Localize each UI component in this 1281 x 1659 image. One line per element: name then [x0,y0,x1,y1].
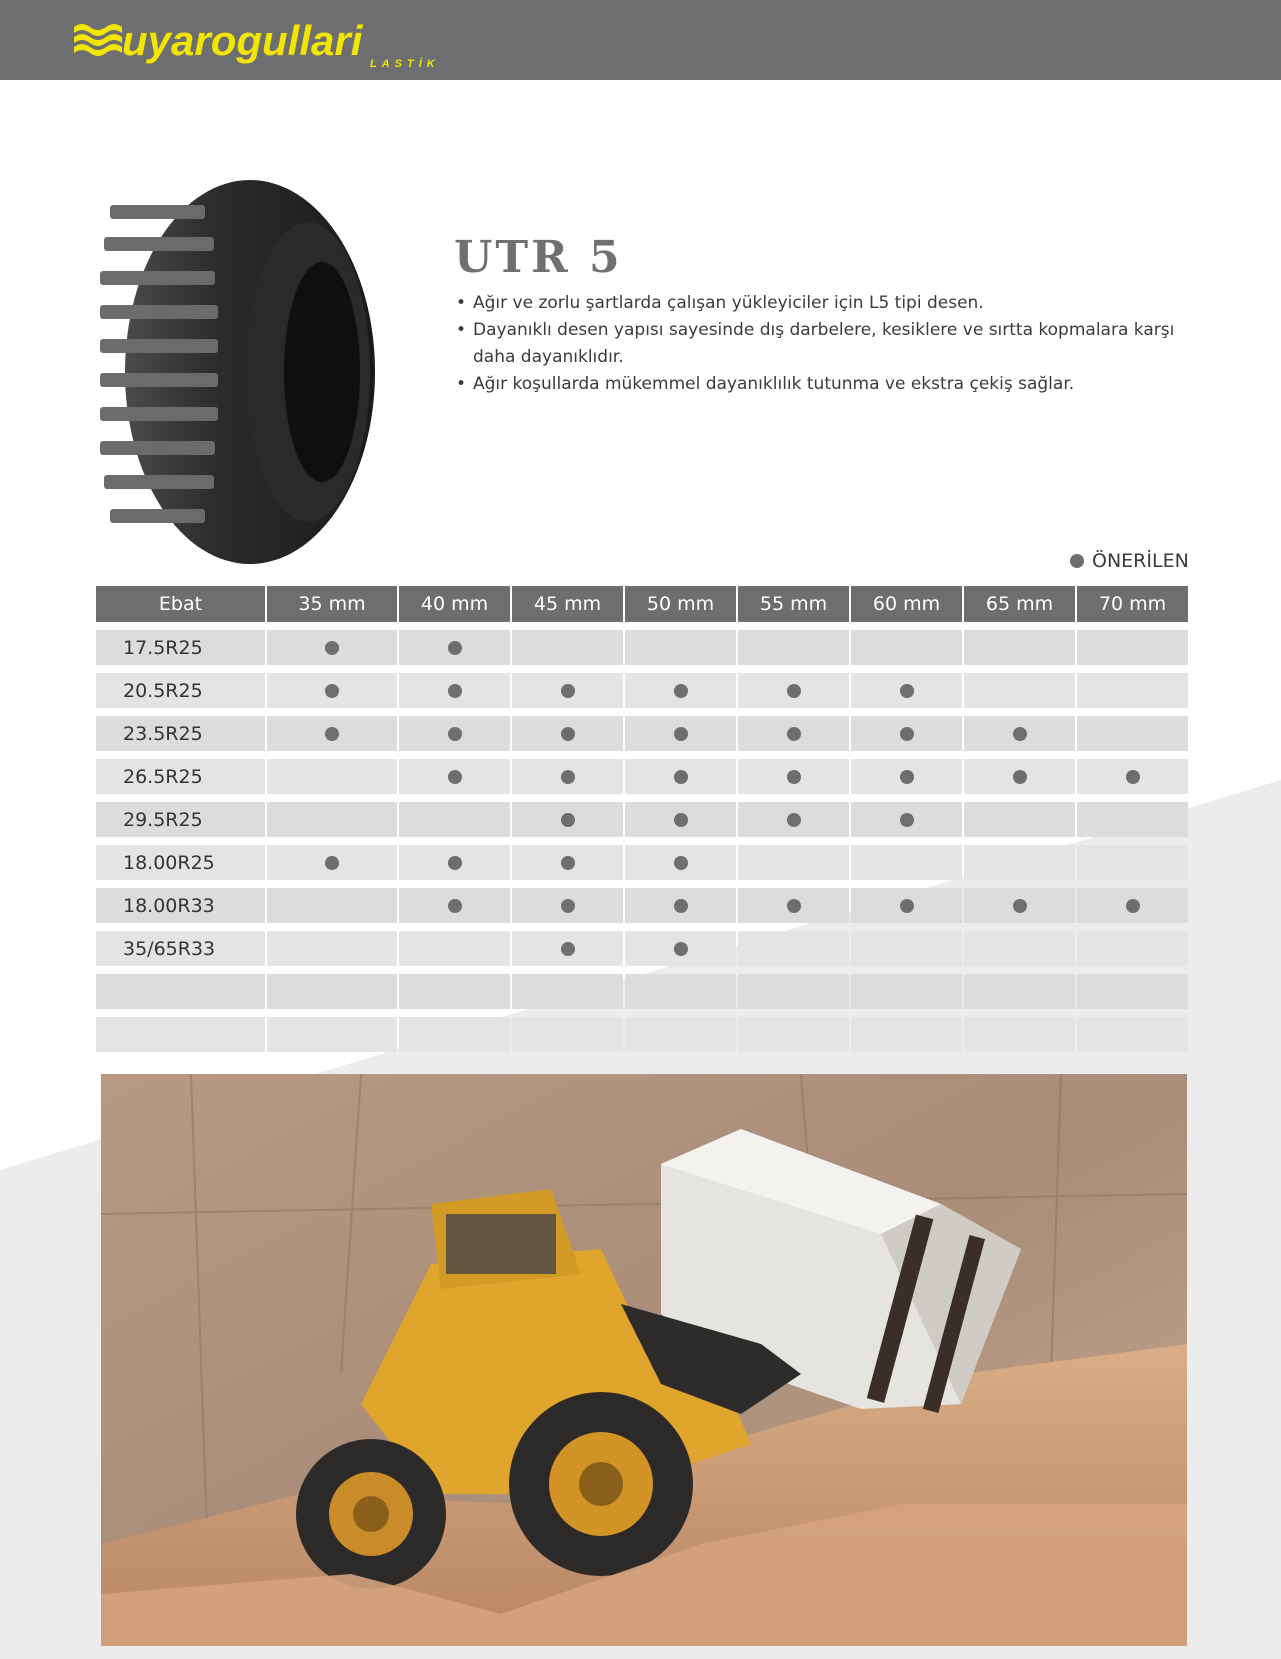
table-row [96,716,1188,751]
mark-cell [625,802,736,837]
mark-cell [625,630,736,665]
dot-icon [900,684,914,698]
mark-cell [267,716,397,751]
mark-cell [851,802,962,837]
mark-cell [512,845,623,880]
mark-cell [399,1017,510,1052]
mark-cell [851,888,962,923]
size-cell: 17.5R25 [96,630,265,665]
table-row [96,888,1188,923]
header-cell: 65 mm [964,586,1075,622]
dot-icon [674,899,688,913]
mark-cell [267,759,397,794]
dot-icon [674,813,688,827]
dot-icon [1126,899,1140,913]
dot-icon [787,770,801,784]
dot-icon [561,813,575,827]
mark-cell [964,716,1075,751]
dot-icon [900,813,914,827]
mark-cell [964,931,1075,966]
mark-cell [851,759,962,794]
dot-icon [1126,770,1140,784]
mark-cell [1077,673,1188,708]
mark-cell [738,888,849,923]
dot-icon [561,856,575,870]
dot-icon [1013,770,1027,784]
mark-cell [625,759,736,794]
legend [1070,550,1189,572]
dot-icon [674,856,688,870]
mark-cell [267,630,397,665]
mark-cell [964,802,1075,837]
dot-icon [561,684,575,698]
mark-cell [964,888,1075,923]
dot-icon [561,770,575,784]
mark-cell [512,1017,623,1052]
mark-cell [399,974,510,1009]
table-row [96,673,1188,708]
mark-cell [851,845,962,880]
dot-icon [561,942,575,956]
table-row [96,759,1188,794]
dot-icon [325,727,339,741]
mark-cell [1077,759,1188,794]
dot-icon [674,727,688,741]
mark-cell [512,630,623,665]
mark-cell [267,1017,397,1052]
mark-cell [512,888,623,923]
header-cell: 55 mm [738,586,849,622]
mark-cell [851,974,962,1009]
dot-icon [448,641,462,655]
mark-cell [399,845,510,880]
mark-cell [738,630,849,665]
mark-cell [964,673,1075,708]
mark-cell [625,716,736,751]
mark-cell [1077,1017,1188,1052]
brand-logo[interactable] [70,13,450,69]
dot-icon [448,770,462,784]
feature-list [456,290,1176,398]
header-bar [0,0,1281,80]
dot-icon [1013,727,1027,741]
mark-cell [964,630,1075,665]
mark-cell [625,974,736,1009]
legend-label: ÖNERİLEN [1092,550,1189,572]
size-cell: 23.5R25 [96,716,265,751]
mark-cell [267,974,397,1009]
table-row [96,974,1188,1009]
dot-icon [900,770,914,784]
mark-cell [1077,802,1188,837]
product-title: UTR 5 [454,232,623,283]
mark-cell [738,716,849,751]
header-cell: 40 mm [399,586,510,622]
mark-cell [512,802,623,837]
header-cell: 70 mm [1077,586,1188,622]
mark-cell [625,673,736,708]
mark-cell [512,759,623,794]
header-cell: Ebat [96,586,265,622]
dot-icon [561,899,575,913]
dot-icon [787,684,801,698]
mark-cell [512,931,623,966]
mark-cell [851,931,962,966]
mark-cell [851,673,962,708]
header-cell: 45 mm [512,586,623,622]
mark-cell [267,845,397,880]
mark-cell [1077,888,1188,923]
size-table [96,586,1188,1052]
size-cell: 18.00R33 [96,888,265,923]
dot-icon [674,942,688,956]
mark-cell [1077,630,1188,665]
dot-icon [787,727,801,741]
dot-icon [448,856,462,870]
table-row [96,1017,1188,1052]
dot-icon [674,684,688,698]
mark-cell [512,974,623,1009]
mark-cell [399,931,510,966]
dot-icon [900,899,914,913]
size-cell: 20.5R25 [96,673,265,708]
mark-cell [399,888,510,923]
mark-cell [738,845,849,880]
size-cell: 35/65R33 [96,931,265,966]
mark-cell [399,630,510,665]
dot-icon [448,899,462,913]
mark-cell [625,888,736,923]
mark-cell [851,1017,962,1052]
dot-icon [448,727,462,741]
dot-icon [900,727,914,741]
mark-cell [851,716,962,751]
size-cell: 26.5R25 [96,759,265,794]
header-cell: 35 mm [267,586,397,622]
header-cell: 60 mm [851,586,962,622]
mark-cell [1077,931,1188,966]
size-cell [96,1017,265,1052]
mark-cell [964,845,1075,880]
svg-text:LASTİK: LASTİK [370,58,440,69]
mark-cell [964,974,1075,1009]
dot-icon [787,899,801,913]
table-body [96,630,1188,1052]
mark-cell [964,759,1075,794]
dot-icon [674,770,688,784]
dot-icon [325,641,339,655]
table-row [96,845,1188,880]
mark-cell [399,673,510,708]
dot-icon [325,856,339,870]
loader-photo [101,1074,1187,1646]
mark-cell [267,931,397,966]
mark-cell [625,845,736,880]
mark-cell [1077,974,1188,1009]
size-cell: 18.00R25 [96,845,265,880]
feature-item: • Dayanıklı desen yapısı sayesinde dış darbelere, kesiklere ve sırtta kopmalara karşı daha dayanıklıdır. [456,317,1176,371]
mark-cell [625,1017,736,1052]
mark-cell [738,802,849,837]
dot-icon [325,684,339,698]
dot-icon [787,813,801,827]
mark-cell [267,888,397,923]
mark-cell [399,802,510,837]
feature-item: • Ağır koşullarda mükemmel dayanıklılık tutunma ve ekstra çekiş sağlar. [456,371,1176,398]
mark-cell [1077,845,1188,880]
mark-cell [851,630,962,665]
svg-text:uyarogullari: uyarogullari [122,17,363,64]
table-row [96,630,1188,665]
size-cell [96,974,265,1009]
tire-image [100,175,380,570]
table-row [96,931,1188,966]
mark-cell [964,1017,1075,1052]
table-header [96,586,1188,622]
mark-cell [738,673,849,708]
mark-cell [1077,716,1188,751]
mark-cell [738,974,849,1009]
size-cell: 29.5R25 [96,802,265,837]
mark-cell [267,802,397,837]
mark-cell [738,1017,849,1052]
mark-cell [738,759,849,794]
dot-icon [448,684,462,698]
header-cell: 50 mm [625,586,736,622]
dot-icon [561,727,575,741]
mark-cell [738,931,849,966]
mark-cell [625,931,736,966]
mark-cell [399,759,510,794]
dot-icon [1013,899,1027,913]
mark-cell [512,716,623,751]
feature-item: • Ağır ve zorlu şartlarda çalışan yükleyiciler için L5 tipi desen. [456,290,1176,317]
table-row [96,802,1188,837]
mark-cell [512,673,623,708]
mark-cell [267,673,397,708]
dot-icon [1070,554,1084,568]
mark-cell [399,716,510,751]
